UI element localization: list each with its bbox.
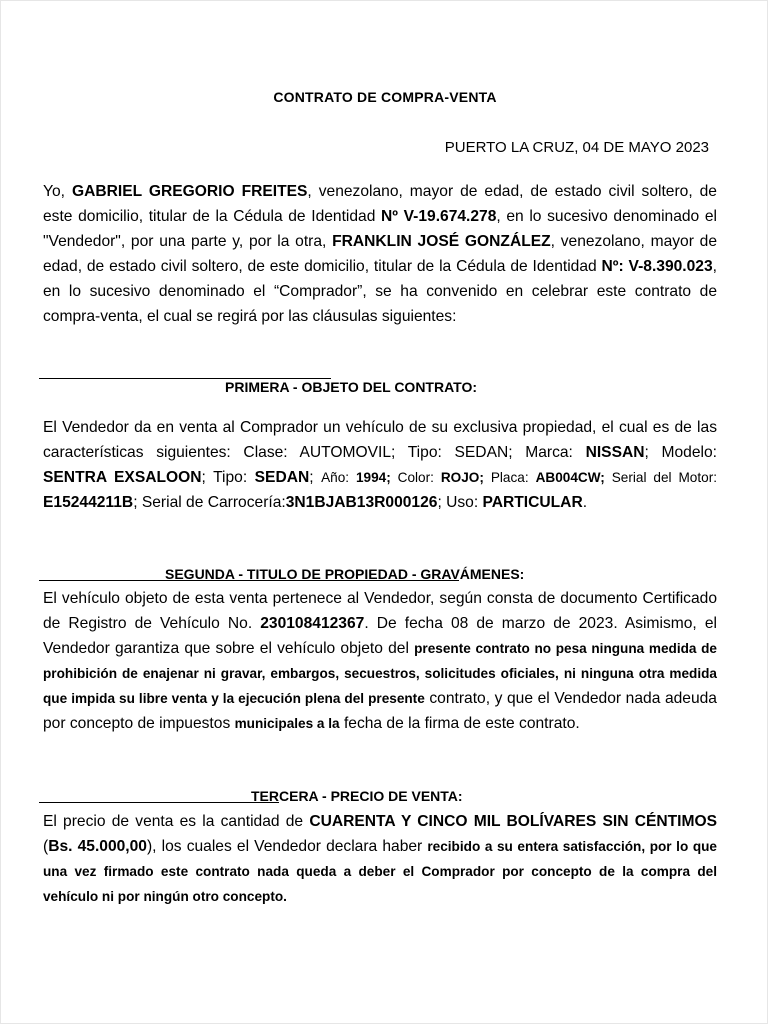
price-amount: Bs. 45.000,00 — [48, 838, 147, 855]
clause2-heading-suffix: - GRAVÁMENES: — [407, 566, 525, 582]
clause3-text-1: El precio de venta es la cantidad de — [43, 813, 310, 830]
vehicle-color: ROJO; — [440, 470, 484, 485]
clause1-text-1: El Vendedor da en venta al Comprador un vehículo de su exclusiva propiedad, el cual es de las características siguientes: Clase: AUTOMOVIL; Tipo: SEDAN; Marca: — [43, 419, 717, 461]
clause2-heading — [165, 566, 524, 582]
year-label: Año: — [321, 470, 356, 485]
clause3-text-3: ), los cuales el Vendedor declara haber — [146, 838, 428, 855]
clause3-text-2: ( — [43, 838, 49, 855]
buyer-id: Nº: V-8.390.023 — [601, 258, 713, 275]
clause1-text-4: ; — [309, 469, 322, 486]
vehicle-plate: AB004CW; — [535, 470, 605, 485]
intro-text-5: , en lo sucesivo denominado el “Comprador”, se ha convenido en celebrar este contrato de compra-venta, el cual se regirá por las cláusulas siguientes: — [43, 258, 717, 325]
clause2-text-1: El vehículo objeto de esta venta pertenece al Vendedor, según consta de documento Certificado de Registro de Vehículo No. — [43, 590, 717, 632]
intro-text-3: , en lo sucesivo denominado el "Vendedor", por una parte y, por la otra, — [43, 208, 717, 250]
clause1-heading: PRIMERA - OBJETO DEL CONTRATO: — [225, 379, 478, 395]
clause3-heading-title: TERCERA — [251, 788, 319, 804]
clause3-heading — [251, 788, 463, 804]
clause3-bold-1: recibido a su entera satisfacción, por lo que una vez firmado este contrato nada queda a deber el Comprador por concepto de la compra del vehículo ni por ningún otro concepto. — [43, 839, 717, 904]
clause1-text-6: ; Uso: — [437, 494, 483, 511]
clause2-bold-1: presente contrato no pesa ninguna medida de prohibición de enajenar ni gravar, embargos, secuestros, solicitudes oficiales, ni ninguna otra medida que impida su libre venta y la ejecución plena del presente — [43, 641, 717, 706]
clause3-paragraph — [43, 809, 717, 909]
place-date: PUERTO LA CRUZ, 04 DE MAYO 2023 — [444, 139, 709, 156]
chassis-serial: 3N1BJAB13R000126 — [285, 494, 438, 511]
seller-id: Nº V-19.674.278 — [381, 208, 497, 225]
clause1-text-5: ; Serial de Carrocería: — [133, 494, 286, 511]
clause2-text-3: contrato, y que el Vendedor nada adeuda por concepto de impuestos — [43, 690, 717, 732]
vehicle-type: SEDAN — [254, 469, 310, 486]
intro-text-1: Yo, — [43, 183, 72, 200]
clause3-heading-suffix: - PRECIO DE VENTA: — [318, 788, 463, 804]
clause2-text-2: . De fecha 08 de marzo de 2023. Asimismo, el Vendedor garantiza que sobre el vehículo objeto del — [43, 615, 717, 657]
vehicle-use: PARTICULAR — [482, 494, 583, 511]
clause2-paragraph — [43, 586, 717, 736]
intro-text-2: , venezolano, mayor de edad, de estado civil soltero, de este domicilio, titular de la Cédula de Identidad — [43, 183, 717, 225]
plate-label: Placa: — [483, 470, 536, 485]
clause1-text-7: . — [582, 494, 588, 511]
vehicle-brand: NISSAN — [585, 444, 645, 461]
engine-serial: E15244211B — [43, 494, 134, 511]
clause2-bold-2: municipales a la — [234, 716, 340, 731]
clause3-rule — [39, 802, 279, 803]
price-in-words: CUARENTA Y CINCO MIL BOLÍVARES SIN CÉNTIMOS — [309, 813, 718, 830]
clause1-text-3: ; Tipo: — [201, 469, 255, 486]
certificate-number: 230108412367 — [260, 615, 365, 632]
intro-paragraph — [43, 179, 717, 329]
vehicle-model: SENTRA EXSALOON — [43, 469, 202, 486]
clause2-heading-title: SEGUNDA - TITULO DE PROPIEDAD — [165, 566, 408, 582]
color-label: Color: — [390, 470, 441, 485]
engine-label: Serial del Motor: — [604, 470, 718, 485]
clause1-text-2: ; Modelo: — [644, 444, 717, 461]
clause1-paragraph — [43, 415, 717, 515]
clause2-text-4: fecha de la firma de este contrato. — [339, 715, 580, 732]
seller-name: GABRIEL GREGORIO FREITES — [71, 183, 308, 200]
document-title: CONTRATO DE COMPRA-VENTA — [273, 89, 497, 105]
intro-text-4: , venezolano, mayor de edad, de estado civil soltero, de este domicilio, titular de la Cédula de Identidad — [43, 233, 717, 275]
vehicle-year: 1994; — [355, 470, 391, 485]
buyer-name: FRANKLIN JOSÉ GONZÁLEZ — [332, 233, 551, 250]
